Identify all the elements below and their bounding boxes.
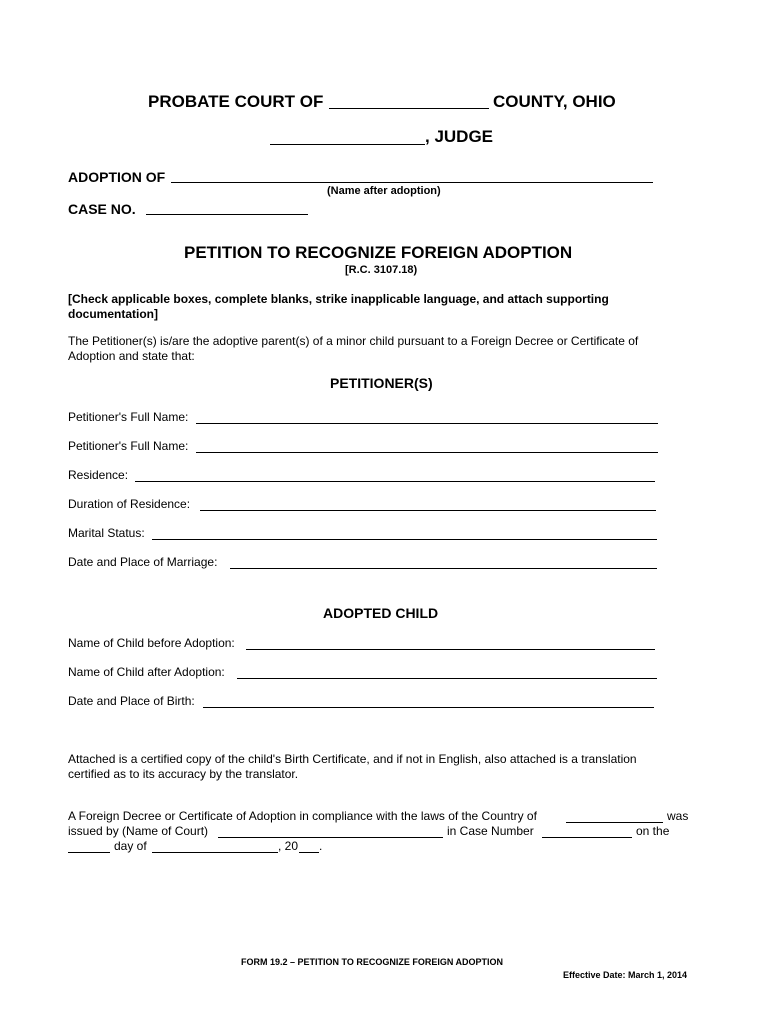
petitioner-2-name-row xyxy=(68,439,188,453)
adopted-child-heading: ADOPTED CHILD xyxy=(323,605,439,621)
child-name-after-row xyxy=(68,665,225,679)
petitioners-heading: PETITIONER(S) xyxy=(330,375,433,391)
field-label: Petitioner's Full Name: xyxy=(68,439,189,453)
year-field[interactable] xyxy=(299,852,319,853)
page-title: PETITION TO RECOGNIZE FOREIGN ADOPTION xyxy=(184,243,573,262)
decree-text-3: issued by (Name of Court) xyxy=(68,824,209,838)
name-after-adoption-note: (Name after adoption) xyxy=(327,185,441,197)
statute-reference: [R.C. 3107.18) xyxy=(345,264,418,276)
field-label: Name of Child after Adoption: xyxy=(68,665,225,679)
petitioner-2-name-field[interactable] xyxy=(196,452,658,453)
country-field[interactable] xyxy=(566,822,663,823)
duration-of-residence-field[interactable] xyxy=(200,510,656,511)
adoption-of-label: ADOPTION OF xyxy=(68,169,166,185)
case-number-field[interactable] xyxy=(542,837,632,838)
child-name-before-field[interactable] xyxy=(246,649,655,650)
petitioner-1-name-field[interactable] xyxy=(196,423,658,424)
marriage-date-place-row xyxy=(68,555,217,569)
day-field[interactable] xyxy=(68,852,110,853)
child-name-before-row xyxy=(68,636,235,650)
duration-of-residence-row xyxy=(68,497,190,511)
decree-text-5: on the xyxy=(636,824,670,838)
court-prefix: PROBATE COURT OF xyxy=(148,92,324,111)
court-suffix: COUNTY, OHIO xyxy=(493,92,616,111)
petitioner-1-name-row xyxy=(68,410,188,424)
county-name-blank[interactable] xyxy=(329,108,489,109)
birth-date-place-field[interactable] xyxy=(203,707,654,708)
decree-text-1: A Foreign Decree or Certificate of Adoption in compliance with the laws of the Country of xyxy=(68,809,537,823)
child-name-after-field[interactable] xyxy=(237,678,657,679)
form-name-footer: FORM 19.2 – PETITION TO RECOGNIZE FOREIGN ADOPTION xyxy=(241,957,504,967)
adoption-of-blank[interactable] xyxy=(171,182,653,183)
attachment-paragraph: Attached is a certified copy of the child's Birth Certificate, and if not in English, also attached is a translation certified as to its accuracy by the translator. xyxy=(68,752,637,781)
marital-status-field[interactable] xyxy=(152,539,657,540)
decree-text-7: , 20 xyxy=(278,839,299,853)
marital-status-row xyxy=(68,526,145,540)
field-label: Date and Place of Birth: xyxy=(68,694,195,708)
month-field[interactable] xyxy=(152,852,278,853)
decree-text-2: was xyxy=(667,809,689,823)
field-label: Name of Child before Adoption: xyxy=(68,636,235,650)
field-label: Date and Place of Marriage: xyxy=(68,555,218,569)
field-label: Duration of Residence: xyxy=(68,497,191,511)
marriage-date-place-field[interactable] xyxy=(230,568,657,569)
birth-date-place-row xyxy=(68,694,195,708)
field-label: Petitioner's Full Name: xyxy=(68,410,189,424)
field-label: Residence: xyxy=(68,468,129,482)
instructions: [Check applicable boxes, complete blanks, strike inapplicable language, and attach supporting documentation] xyxy=(68,292,609,321)
residence-row xyxy=(68,468,128,482)
field-label: Marital Status: xyxy=(68,526,145,540)
effective-date: Effective Date: March 1, 2014 xyxy=(563,970,688,980)
residence-field[interactable] xyxy=(135,481,655,482)
decree-text-4: in Case Number xyxy=(447,824,534,838)
case-no-label: CASE NO. xyxy=(68,201,136,217)
judge-suffix: , JUDGE xyxy=(425,127,494,146)
case-no-blank[interactable] xyxy=(146,214,308,215)
intro-paragraph: The Petitioner(s) is/are the adoptive parent(s) of a minor child pursuant to a Foreign Decree or Certificate of Adoption and state that: xyxy=(68,334,639,363)
judge-name-blank[interactable] xyxy=(270,144,425,145)
decree-text-6: day of xyxy=(114,839,147,853)
decree-text-8: . xyxy=(319,839,323,853)
court-name-field[interactable] xyxy=(218,837,443,838)
